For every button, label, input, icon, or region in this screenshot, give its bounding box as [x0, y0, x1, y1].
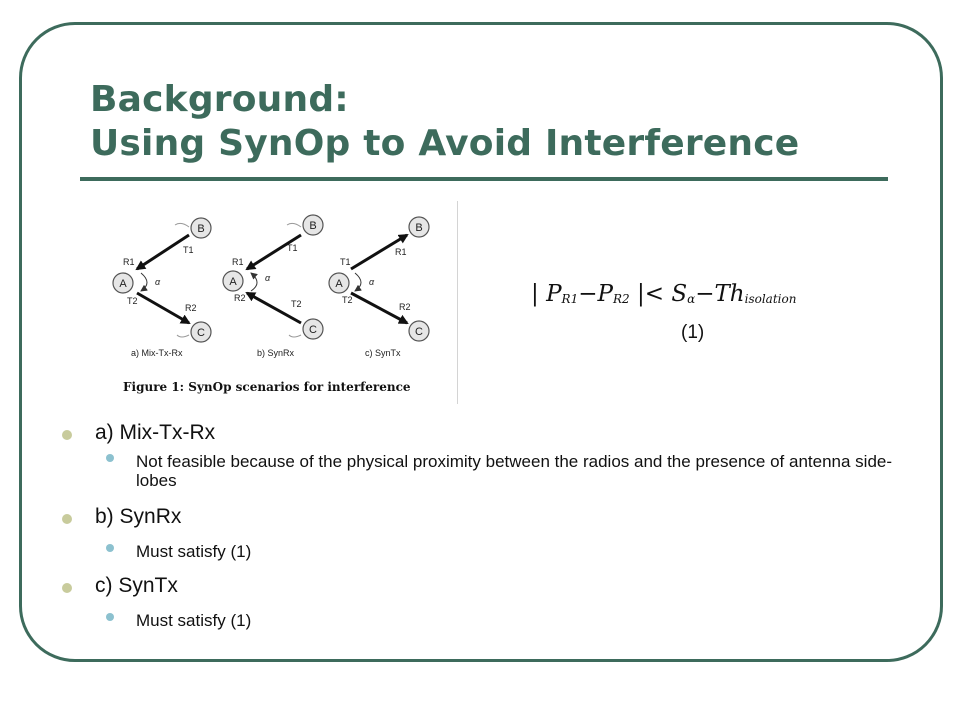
node-c-label: C: [415, 326, 423, 338]
title-line-1: Background:: [90, 79, 349, 120]
sub-bullet-item: Must satisfy (1): [62, 542, 902, 561]
formula-th-sub: isolation: [744, 292, 797, 306]
formula-bar-close: |<: [636, 281, 664, 307]
figure-diagram: [93, 201, 457, 404]
node-c-label: C: [309, 324, 317, 336]
link-label: R2: [185, 303, 197, 313]
scenario-b: [223, 215, 323, 358]
link-label: T1: [340, 257, 351, 267]
link-label: T1: [287, 243, 298, 253]
bullet-item: b) SynRx: [62, 504, 902, 530]
node-b-label: B: [309, 220, 317, 232]
node-a-label: A: [335, 278, 343, 290]
node-b-label: B: [197, 223, 205, 235]
link-label: T2: [291, 299, 302, 309]
node-a-label: A: [229, 276, 237, 288]
formula-p2-sub: R2: [612, 292, 630, 306]
figure-caption: Figure 1: SynOp scenarios for interference: [123, 380, 411, 394]
formula-s-sub: α: [687, 292, 696, 306]
formula-minus: −: [578, 281, 598, 307]
angle-label: α: [155, 277, 161, 287]
formula-bar-open: |: [531, 281, 539, 307]
equation-number: (1): [681, 322, 705, 343]
link-label: R2: [234, 293, 246, 303]
isolation-formula: [531, 281, 796, 307]
angle-label: α: [369, 277, 375, 287]
scenario-c: [329, 217, 429, 358]
formula-th: Th: [714, 281, 745, 307]
figure-1: [93, 201, 458, 404]
formula-p1-sub: R1: [561, 292, 579, 306]
sub-bullet-item: Not feasible because of the physical proximity between the radios and the presence of antenna side-lobes: [62, 452, 902, 490]
bullet-list: [62, 420, 902, 630]
link-label: R2: [399, 302, 411, 312]
link-label: R1: [232, 257, 244, 267]
link-label: T1: [183, 245, 194, 255]
formula-p1: P: [546, 281, 562, 307]
formula-p2: P: [597, 281, 613, 307]
slide-title: [90, 78, 799, 166]
node-a-label: A: [119, 278, 127, 290]
angle-label: α: [265, 273, 271, 283]
link-label: R1: [395, 247, 407, 257]
formula-minus-2: −: [695, 281, 715, 307]
node-c-label: C: [197, 327, 205, 339]
link-label: R1: [123, 257, 135, 267]
sub-caption: c) SynTx: [365, 348, 401, 358]
link-label: T2: [342, 295, 353, 305]
bullet-item: a) Mix-Tx-Rx: [62, 420, 902, 446]
link-label: T2: [127, 296, 138, 306]
scenario-a: [113, 218, 211, 358]
sub-caption: a) Mix-Tx-Rx: [131, 348, 183, 358]
formula-s: S: [671, 281, 688, 307]
bullet-item: c) SynTx: [62, 573, 902, 599]
sub-bullet-item: Must satisfy (1): [62, 611, 902, 630]
node-b-label: B: [415, 222, 423, 234]
title-underline: [80, 177, 888, 181]
title-line-2: Using SynOp to Avoid Interference: [90, 123, 800, 164]
sub-caption: b) SynRx: [257, 348, 295, 358]
